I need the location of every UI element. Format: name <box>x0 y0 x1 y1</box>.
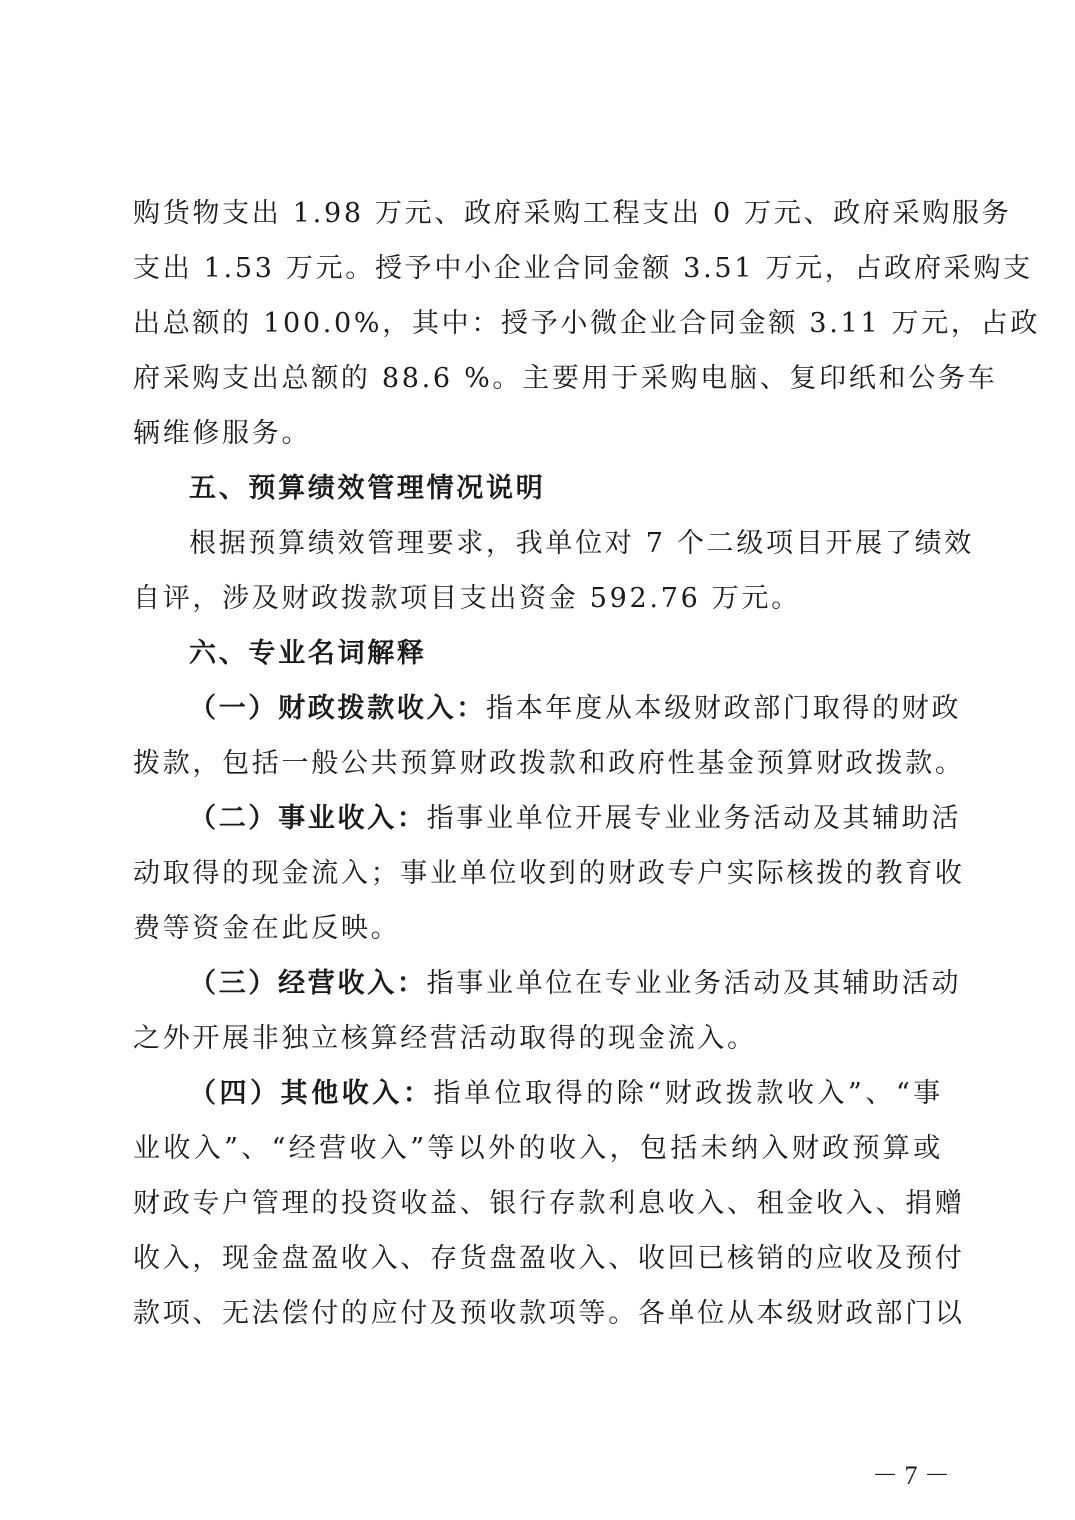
definition-term: （二）事业收入： <box>189 803 427 834</box>
text-line: 业收入”、“经营收入”等以外的收入，包括未纳入财政预算或 <box>133 1133 943 1164</box>
section-heading-5: 五、预算绩效管理情况说明 <box>189 473 546 504</box>
text-line: 之外开展非独立核算经营活动取得的现金流入。 <box>133 1023 757 1054</box>
performance-paragraph <box>133 516 974 626</box>
definition-fiscal-appropriation <box>133 681 965 791</box>
definition-term: （一）财政拨款收入： <box>189 693 486 724</box>
definition-operating-income <box>133 956 962 1066</box>
section-heading-6: 六、专业名词解释 <box>189 638 427 669</box>
definition-text: 指事业单位开展专业业务活动及其辅助活 <box>426 803 962 834</box>
text-line: 款项、无法偿付的应付及预收款项等。各单位从本级财政部门以 <box>133 1298 965 1329</box>
definition-text: 指单位取得的除“财政拨款收入”、“事 <box>433 1078 943 1109</box>
text-line: 费等资金在此反映。 <box>133 913 401 944</box>
definition-term: （三）经营收入： <box>189 968 427 999</box>
text-line: 支出 1.53 万元。授予中小企业合同金额 3.51 万元，占政府采购支 <box>133 253 1033 284</box>
text-line: 财政专户管理的投资收益、银行存款利息收入、租金收入、捐赠 <box>133 1188 965 1219</box>
body-text <box>133 186 1041 1341</box>
definition-text: 指本年度从本级财政部门取得的财政 <box>486 693 962 724</box>
definition-business-income <box>133 791 965 956</box>
text-line: 动取得的现金流入；事业单位收到的财政专户实际核拨的教育收 <box>133 858 965 889</box>
text-line <box>133 956 962 1011</box>
text-line: 根据预算绩效管理要求，我单位对 7 个二级项目开展了绩效 <box>189 528 974 559</box>
text-line: 辆维修服务。 <box>133 418 312 449</box>
text-line: 出总额的 100.0%，其中：授予小微企业合同金额 3.11 万元，占政 <box>133 308 1041 339</box>
text-line <box>133 791 962 846</box>
text-line: 拨款，包括一般公共预算财政拨款和政府性基金预算财政拨款。 <box>133 748 965 779</box>
text-line: 购货物支出 1.98 万元、政府采购工程支出 0 万元、政府采购服务 <box>133 198 1012 229</box>
page-number: － 7 － <box>872 1461 951 1490</box>
text-line: 自评，涉及财政拨款项目支出资金 592.76 万元。 <box>133 583 801 614</box>
procurement-paragraph <box>133 186 1041 461</box>
text-line <box>133 681 962 736</box>
text-line: 府采购支出总额的 88.6 %。主要用于采购电脑、复印纸和公务车 <box>133 363 998 394</box>
definition-text: 指事业单位在专业业务活动及其辅助活动 <box>426 968 962 999</box>
definition-term: （四）其他收入： <box>189 1078 434 1109</box>
text-line <box>133 1066 943 1121</box>
definition-other-income <box>133 1066 965 1341</box>
text-line: 收入，现金盘盈收入、存货盘盈收入、收回已核销的应收及预付 <box>133 1243 965 1274</box>
